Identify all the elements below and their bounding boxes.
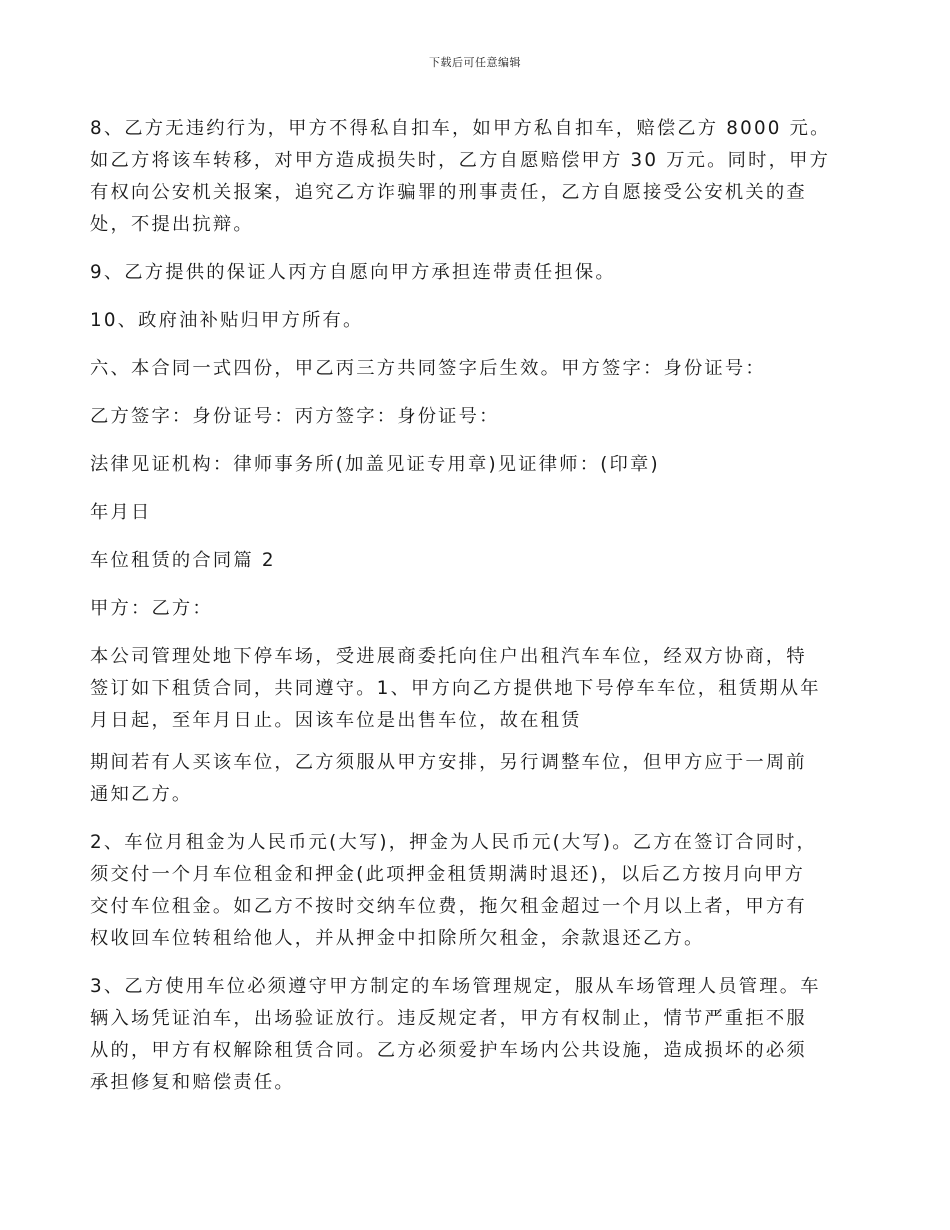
clause-10 (90, 305, 870, 337)
text-line: 交付车位租金。如乙方不按时交纳车位费，拖欠租金超过一个月以上者，甲方有 (90, 896, 807, 917)
text-line: 权收回车位转租给他人，并从押金中扣除所欠租金，余款退还乙方。 (90, 928, 705, 949)
clause-2-rent (90, 827, 870, 955)
clause-3-rules (90, 971, 870, 1099)
text-line: 承担修复和赔偿责任。 (90, 1072, 295, 1093)
text-line: 通知乙方。 (90, 784, 193, 805)
text-line: 10、政府油补贴归甲方所有。 (90, 310, 364, 331)
text-line: 9、乙方提供的保证人丙方自愿向甲方承担连带责任担保。 (90, 262, 616, 283)
intro-paragraph (90, 641, 870, 737)
text-line: 本公司管理处地下停车场，受进展商委托向住户出租汽车车位，经双方协商，特 (90, 646, 807, 667)
clause-9 (90, 257, 870, 289)
text-line: 处，不提出抗辩。 (90, 214, 254, 235)
document-body (90, 113, 870, 1099)
text-line: 辆入场凭证泊车，出场验证放行。违反规定者，甲方有权制止，情节严重拒不服 (90, 1008, 807, 1029)
text-line: 从的，甲方有权解除租赁合同。乙方必须爱护车场内公共设施，造成损坏的必须 (90, 1040, 807, 1061)
text-line: 六、本合同一式四份，甲乙丙三方共同签字后生效。甲方签字：身份证号： (90, 358, 766, 379)
text-line: 甲方：乙方： (90, 598, 213, 619)
text-line: 2、车位月租金为人民币元(大写)，押金为人民币元(大写)。乙方在签订合同时， (90, 832, 818, 853)
signature-line (90, 401, 870, 433)
text-line: 3、乙方使用车位必须遵守甲方制定的车场管理规定，服从车场管理人员管理。车 (90, 976, 821, 997)
text-line: 月日起，至年月日止。因该车位是出售车位，故在租赁 (90, 710, 582, 731)
text-line: 年月日 (90, 502, 152, 523)
text-line: 须交付一个月车位租金和押金(此项押金租赁期满时退还)，以后乙方按月向甲方 (90, 864, 806, 885)
page-header: 下载后可任意编辑 (429, 56, 521, 69)
lease-period-paragraph (90, 747, 870, 811)
text-line: 法律见证机构：律师事务所(加盖见证专用章)见证律师：(印章) (90, 454, 660, 475)
clause-8 (90, 113, 870, 241)
witness-line (90, 449, 870, 481)
date-line (90, 497, 870, 529)
parties-line (90, 593, 870, 625)
text-line: 乙方签字：身份证号：丙方签字：身份证号： (90, 406, 500, 427)
text-line: 如乙方将该车转移，对甲方造成损失时，乙方自愿赔偿甲方 30 万元。同时，甲方 (90, 150, 831, 171)
text-line: 有权向公安机关报案，追究乙方诈骗罪的刑事责任，乙方自愿接受公安机关的查 (90, 182, 807, 203)
text-line: 签订如下租赁合同，共同遵守。1、甲方向乙方提供地下号停车车位，租赁期从年 (90, 678, 821, 699)
text-line: 8、乙方无违约行为，甲方不得私自扣车，如甲方私自扣车，赔偿乙方 8000 元。 (90, 118, 831, 139)
section-six (90, 353, 870, 385)
contract-title (90, 545, 870, 577)
text-line: 期间若有人买该车位，乙方须服从甲方安排，另行调整车位，但甲方应于一周前 (90, 752, 807, 773)
text-line: 车位租赁的合同篇 2 (90, 550, 276, 571)
